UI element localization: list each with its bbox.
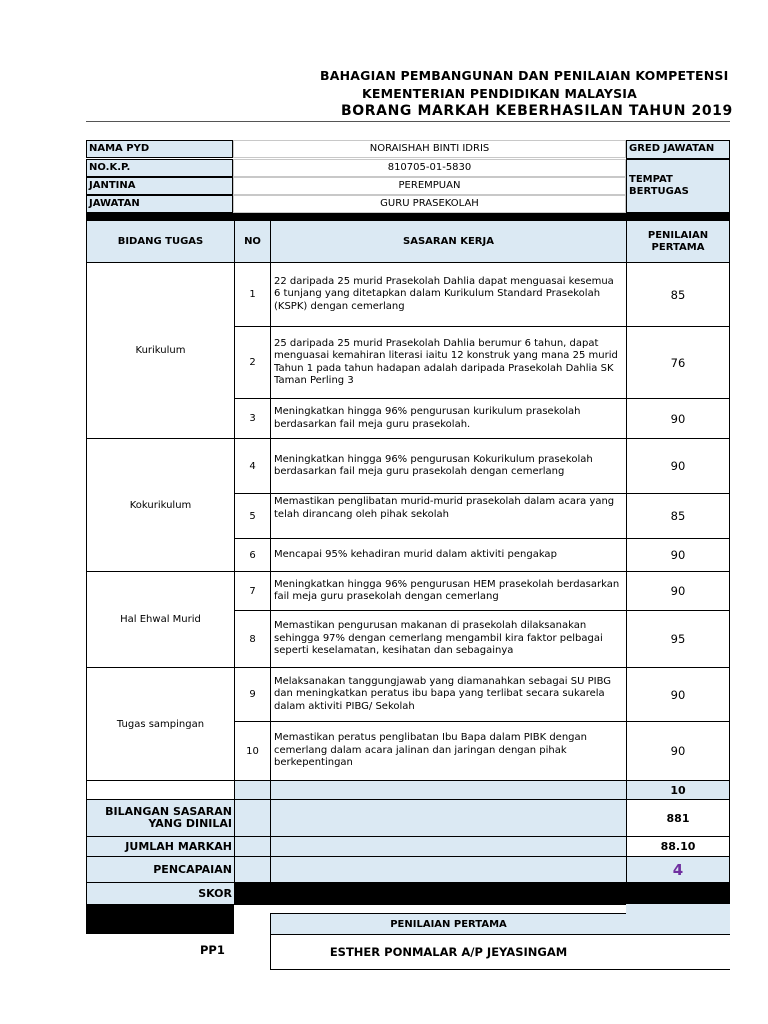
row-sasaran: Meningkatkan hingga 96% pengurusan kurikulum prasekolah berdasarkan fail meja guru prasekolah.: [270, 398, 627, 439]
skor-label: SKOR: [86, 882, 235, 905]
form-title: BORANG MARKAH KEBERHASILAN TAHUN 2019: [341, 103, 733, 119]
row-mark: 90: [626, 721, 730, 781]
header-line-1: BAHAGIAN PEMBANGUNAN DAN PENILAIAN KOMPETENSI: [320, 68, 729, 83]
col-header-penilaian: PENILAIAN PERTAMA: [626, 220, 730, 263]
row-mark: 90: [626, 667, 730, 722]
header-line-2: KEMENTERIAN PENDIDIKAN MALAYSIA: [362, 86, 638, 101]
jumlah-label: JUMLAH MARKAH: [86, 836, 235, 857]
row-no: 1: [234, 262, 271, 327]
row-mark: 90: [626, 538, 730, 572]
count-value: 10: [626, 780, 730, 800]
group-kurikulum: Kurikulum: [86, 262, 235, 439]
count-row-empty: [86, 780, 235, 800]
group-hal-ehwal-murid: Hal Ehwal Murid: [86, 571, 235, 668]
row-no: 2: [234, 326, 271, 399]
row-mark: 90: [626, 571, 730, 611]
pencapaian-label: PENCAPAIAN: [86, 856, 235, 883]
row-no: 3: [234, 398, 271, 439]
row-sasaran: Melaksanakan tanggungjawab yang diamanahkan sebagai SU PIBG dan meningkatkan peratus ibu bapa yang terlibat secara sukarela dalam aktiviti PIBG/ Sekolah: [270, 667, 627, 722]
pp1-label: PP1: [200, 943, 225, 957]
row-sasaran: 22 daripada 25 murid Prasekolah Dahlia dapat menguasai kesemua 6 tunjang yang ditetapkan dalam Kurikulum Standard Prasekolah (KSPK) dengan cemerlang: [270, 262, 627, 327]
row-no: 10: [234, 721, 271, 781]
skor-bar: [234, 882, 730, 905]
nokp-label: NO.K.P.: [86, 159, 233, 177]
bilangan-sasaran: [270, 799, 627, 837]
pencapaian-value: 4: [626, 856, 730, 883]
jumlah-no: [234, 836, 271, 857]
col-header-bidang: BIDANG TUGAS: [86, 220, 235, 263]
header-divider: [86, 121, 730, 122]
row-mark: 95: [626, 610, 730, 668]
count-row-sasaran: [270, 780, 627, 800]
jumlah-value: 88.10: [626, 836, 730, 857]
penilaian-pertama-value: [626, 904, 730, 935]
row-sasaran: Memastikan penglibatan murid-murid prasekolah dalam acara yang telah dirancang oleh pihak sekolah: [270, 493, 627, 539]
nama-label: NAMA PYD: [86, 140, 233, 158]
jumlah-sasaran: [270, 836, 627, 857]
pencapaian-sasaran: [270, 856, 627, 883]
row-sasaran: Meningkatkan hingga 96% pengurusan Kokurikulum prasekolah berdasarkan fail meja guru prasekolah dengan cemerlang: [270, 438, 627, 494]
group-tugas-sampingan: Tugas sampingan: [86, 667, 235, 781]
row-no: 7: [234, 571, 271, 611]
row-sasaran: 25 daripada 25 murid Prasekolah Dahlia berumur 6 tahun, dapat menguasai kemahiran literasi iaitu 12 konstruk yang mana 25 murid Tahun 1 pada tahun hadapan adalah daripada Prasekolah Dahlia SK Taman Perling 3: [270, 326, 627, 399]
col-header-sasaran: SASARAN KERJA: [270, 220, 627, 263]
count-row-no: [234, 780, 271, 800]
penilaian-pertama-label: PENILAIAN PERTAMA: [270, 913, 627, 935]
row-no: 9: [234, 667, 271, 722]
row-no: 8: [234, 610, 271, 668]
footer-black-block: [86, 905, 234, 934]
tempat-label: TEMPAT BERTUGAS: [626, 159, 730, 213]
nokp-value: 810705-01-5830: [233, 159, 626, 177]
col-header-no: NO: [234, 220, 271, 263]
gred-label: GRED JAWATAN: [626, 140, 730, 159]
row-mark: 76: [626, 326, 730, 399]
jawatan-label: JAWATAN: [86, 195, 233, 213]
row-mark: 85: [626, 493, 730, 539]
bilangan-value: 881: [626, 799, 730, 837]
row-mark: 90: [626, 398, 730, 439]
group-kokurikulum: Kokurikulum: [86, 438, 235, 572]
row-no: 4: [234, 438, 271, 494]
bilangan-no: [234, 799, 271, 837]
pencapaian-no: [234, 856, 271, 883]
jawatan-value: GURU PRASEKOLAH: [233, 195, 626, 213]
pp1-signature: [626, 934, 730, 970]
bilangan-label: BILANGAN SASARAN YANG DINILAI: [86, 799, 235, 837]
row-mark: 85: [626, 262, 730, 327]
jantina-label: JANTINA: [86, 177, 233, 195]
row-sasaran: Memastikan pengurusan makanan di prasekolah dilaksanakan sehingga 97% dengan cemerlang mengambil kira faktor pelbagai seperti keselamatan, kesihatan dan sebagainya: [270, 610, 627, 668]
row-mark: 90: [626, 438, 730, 494]
jantina-value: PEREMPUAN: [233, 177, 626, 195]
row-sasaran: Mencapai 95% kehadiran murid dalam aktiviti pengakap: [270, 538, 627, 572]
nama-value: NORAISHAH BINTI IDRIS: [233, 140, 626, 158]
row-sasaran: Meningkatkan hingga 96% pengurusan HEM prasekolah berdasarkan fail meja guru prasekolah dengan cemerlang: [270, 571, 627, 611]
row-no: 5: [234, 493, 271, 539]
row-no: 6: [234, 538, 271, 572]
row-sasaran: Memastikan peratus penglibatan Ibu Bapa dalam PIBK dengan cemerlang dalam acara jalinan dan jaringan dengan pihak berkepentingan: [270, 721, 627, 781]
pp1-name: ESTHER PONMALAR A/P JEYASINGAM: [270, 934, 627, 970]
separator-bar: [86, 213, 730, 220]
